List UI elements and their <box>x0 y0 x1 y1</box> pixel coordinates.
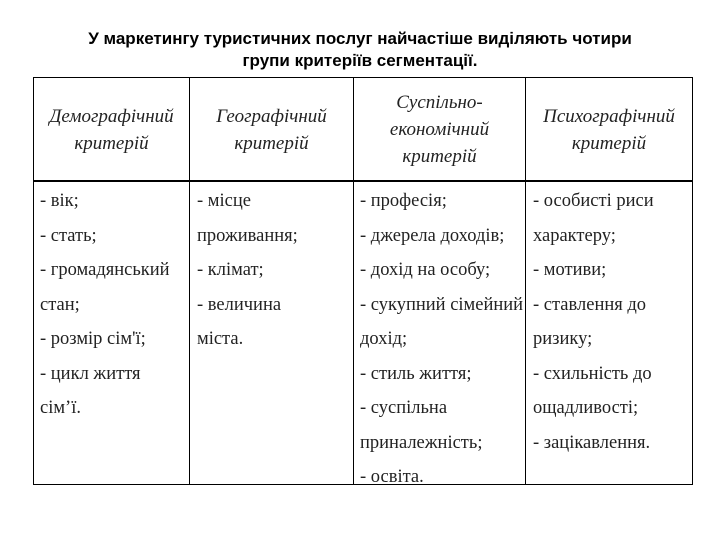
criterion-item: дохід; <box>360 329 408 349</box>
criterion-item: - величина <box>197 294 282 315</box>
criterion-item: - клімат; <box>197 260 264 280</box>
criterion-item: - розмір сім'ї; <box>40 329 146 349</box>
criterion-item: - мотиви; <box>533 260 607 280</box>
header-text: Психографічний <box>543 105 675 127</box>
header-text: Суспільно- <box>396 92 483 113</box>
criterion-item: - стать; <box>40 225 97 246</box>
header-geographic <box>190 78 353 181</box>
criterion-item: - громадянський <box>40 260 170 280</box>
header-psychographic <box>526 78 692 181</box>
criterion-item: - освіта. <box>360 467 424 487</box>
criteria-table <box>33 77 693 485</box>
criterion-item: - джерела доходів; <box>360 225 505 246</box>
page-title <box>20 28 700 72</box>
title-line-1: У маркетингу туристичних послуг найчастіше виділяють чотири <box>88 29 632 48</box>
header-text: критерій <box>402 146 477 167</box>
criterion-item: міста. <box>197 329 244 349</box>
criterion-item: характеру; <box>533 225 616 246</box>
header-text: критерій <box>571 132 647 154</box>
criterion-item: ощадливості; <box>533 398 639 418</box>
criterion-item: проживання; <box>197 225 298 246</box>
criterion-item: - вік; <box>40 191 79 211</box>
criterion-item: - місце <box>197 191 251 211</box>
criterion-item: - професія; <box>360 191 447 211</box>
criterion-item: - зацікавлення. <box>533 432 651 453</box>
header-socioeconomic <box>354 78 525 181</box>
header-text: Демографічний <box>49 105 174 127</box>
header-text: критерій <box>74 132 149 154</box>
criterion-item: - суспільна <box>360 398 448 418</box>
criterion-item: - дохід на особу; <box>360 260 491 280</box>
criterion-item: - цикл життя <box>40 363 141 384</box>
cell-geographic <box>197 182 351 357</box>
cell-psychographic <box>533 182 691 460</box>
criterion-item: приналежність; <box>360 432 483 453</box>
criterion-item: - сукупний сімейний <box>360 294 524 315</box>
criterion-item: ризику; <box>533 329 593 349</box>
cell-socioeconomic <box>360 182 524 495</box>
criterion-item: - схильність до <box>533 363 652 384</box>
title-line-2: групи критеріїв сегментації. <box>242 51 478 70</box>
header-text: економічний <box>389 119 490 140</box>
header-demographic <box>34 78 189 181</box>
cell-demographic <box>40 182 188 426</box>
header-text: Географічний <box>216 105 327 127</box>
criterion-item: - особисті риси <box>533 191 654 211</box>
criterion-item: - ставлення до <box>533 294 647 315</box>
criterion-item: сім’ї. <box>40 398 81 418</box>
criterion-item: стан; <box>40 294 80 315</box>
criterion-item: - стиль життя; <box>360 363 472 384</box>
header-text: критерій <box>234 132 309 154</box>
